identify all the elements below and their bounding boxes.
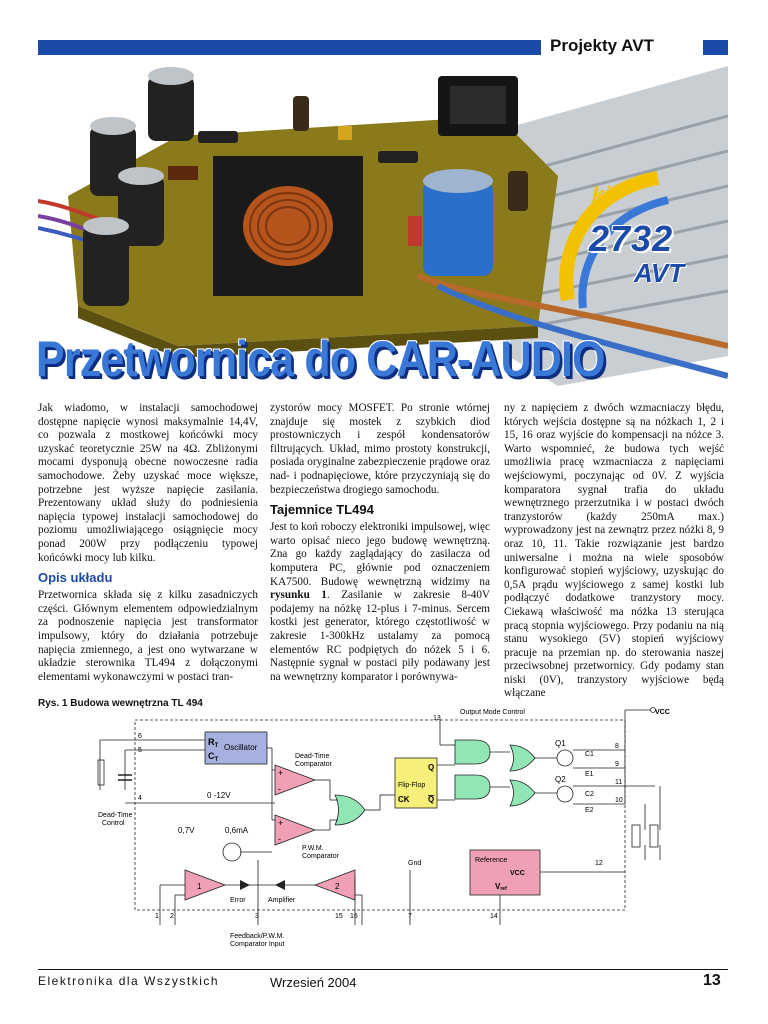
qbar-label: Q [428,795,435,804]
column-3 [504,402,724,701]
vcc-ref-label: VCC [510,870,525,877]
pin-16: 16 [350,913,358,920]
error-amp-1 [185,870,225,900]
figure-caption: Rys. 1 Budowa wewnętrzna TL 494 [38,698,203,709]
v07-label: 0,7V [178,826,195,835]
q-label: Q [428,763,435,772]
deadtime-ctrl-label-2: Control [102,820,125,827]
column-1 [38,402,258,684]
column-2 [270,402,490,684]
amp1-label: 1 [197,882,202,891]
pin-3: 3 [255,913,259,920]
pwm-minus: - [278,834,281,844]
oscillator-label: Oscillator [224,743,258,752]
load-resistor-2 [650,825,658,847]
deadtime-ctrl-label: Dead-Time [98,812,133,819]
pin-9: 9 [615,761,619,768]
nor-gate-1 [510,745,535,771]
transistor-q2 [557,786,573,802]
pin-2: 2 [170,913,174,920]
pin-1: 1 [155,913,159,920]
and-gate-2 [455,775,490,799]
rocker-switch [438,76,518,136]
vcc-top-label: VCC [655,709,670,716]
error-label: Error [230,897,246,904]
col2-paragraph-1: zystorów mocy MOSFET. Po stronie wtórnej znajduje się mostek z szybkich diod prostowniczych i zespół kondensatorów filtrujących. Układ, mimo prostoty konstrukcji, posiada oryginalne zabezpieczenie prądowe oraz nad- i podnapięciowe, które przyczyniają się do bezpieczeństwa drogiego samochodu. [270,402,490,496]
vcc-terminal [651,708,656,713]
or-gate [335,795,365,825]
page-number: 13 [703,972,721,989]
pin-11: 11 [615,779,623,786]
pin-12: 12 [595,860,603,867]
feedback-label: Feedback/P.W.M. [230,933,285,940]
article-title: Przetwornica do CAR-AUDIO [36,331,605,387]
section-title: Projekty AVT [550,36,654,55]
footer-rule [38,969,728,970]
footer-date: Wrzesień 2004 [270,975,357,990]
dt-minus: - [278,784,281,794]
deadtime-comp-label-2: Comparator [295,761,332,768]
feedback-label-2: Comparator Input [230,941,285,948]
e1-label: E1 [585,771,594,778]
pin-13: 13 [433,715,441,722]
pin-14: 14 [490,913,498,920]
load-resistor-1 [632,825,640,847]
col2-p2-start: Jest to koń roboczy elektroniki impulsowej, więc warto opisać nieco jego budowę wewnętrzną. Zna go każdy zaglądający do zasilacza od komputera PC, głównie pod oznaczeniem KA7500. Budowę wewnętrzną widzimy na [270,521,490,588]
nor-gate-2 [510,780,535,806]
gnd-label: Gnd [408,860,422,867]
pin-7: 7 [408,913,412,920]
reference-label: Reference [475,857,508,864]
opis-paragraph: Przetwornica składa się z kilku zasadniczych części. Głównym elementem odpowiedzialnym za podnoszenie napięcia jest transformator impulsowy, który do działania potrzebuje napięcia zmiennego, a jest ono wytwarzane w układzie sterownika TL494 z dołączonymi elementami wykonawczymi w postaci tran- [38,589,258,683]
ct-label: $C_T$ [208,751,219,763]
pin-6: 6 [138,733,142,740]
kit-label: kit [592,182,618,207]
heading-opis-ukladu: Opis układu [38,570,113,586]
transformer [213,156,363,296]
col3-paragraph: ny z napięciem z dwóch wzmacniaczy błędu, których wejścia dostępne są na nóżkach 1, 2 i 15, 16 oraz wyjście do kompensacji na nóżce 3. Warto wspomnieć, że budowa tych wejść umożliwia pracę wzmacniacza z napięciami wejściowymi, poczynając od 0V. Z wyjścia komparatora sygnał trafia do układu wewnętrznego przerzutnika i w postaci dwóch tranzystorów (każdy 250mA max.) wyprowadzony jest na zewnątrz przez nóżki 8, 9 oraz 10, 11. Takie rozwiązanie jest bardzo uniwersalne i można na wiele sposobów konfigurować stopień wyjściowy, uzyskując do 0,5A prądu wyjściowego z samej kostki lub podłączyć dodatkowe tranzystory mocy. Ciekawą właściwość ma nóżka 13 sterująca pracą stopnia wyjściowego. Przy podaniu na nią stanu wysokiego (5V) stopień wyjściowy pracuje na przemian np. do sterowania naszej przeciwsobnej przetwornicy. Gdy podamy stan niski (0V), tranzystory wyjściowe będą włączane [504,402,724,700]
heading-tajemnice: Tajemnice TL494 [270,502,374,518]
pin-15: 15 [335,913,343,920]
col2-paragraph-2 [270,521,490,684]
and-gate-1 [455,740,490,764]
deadtime-comp-label: Dead-Time [295,753,330,760]
amplifier-label: Amplifier [268,897,296,904]
output-mode-label: Output Mode Control [460,709,525,716]
tl494-block-diagram [90,700,690,950]
header-bar-right [703,40,728,55]
figure-reference: rysunku 1 [270,589,327,602]
intro-paragraph: Jak wiadomo, w instalacji samochodowej dostępne napięcie wynosi maksymalnie 14,4V, co pozwala z mostkowej końcówki mocy uzyskać teoretycznie 25W na 4Ω. Zbliżonymi mocami dysponują obecne nowoczesne radia samochodowe. Żeby uzyskać moce większe, potrzebne jest wyższe napięcie zasilania. Prezentowany układ służy do podniesienia napięcia typowej instalacji samochodowej do poziomu umożliwiającego osiągnięcie mocy ponad 200W przy podłączeniu typowej końcówki mocy lub kilku. [38,402,258,564]
pwm-label: P.W.M. [302,845,324,852]
e2-label: E2 [585,807,594,814]
timing-resistor [98,760,104,785]
transistor-q1 [557,750,573,766]
v012-label: 0 -12V [207,791,231,800]
c2-label: C2 [585,791,594,798]
i06-label: 0,6mA [225,826,249,835]
pin-10: 10 [615,797,623,804]
pwm-label-2: Comparator [302,853,339,860]
pin-4: 4 [138,795,142,802]
c1-label: C1 [585,751,594,758]
diagram-wiring [100,710,660,925]
current-source-symbol [223,843,241,861]
col2-p2-end: . Zasilanie w zakresie 8-40V podajemy na nóżkę 12-plus i 7-minus. Sercem kostki jest generator, którego częstotliwość w zakresie 1-300kHz ustalamy za pomocą elementów RC podpiętych do nóżek 5 i 6. Następnie sygnał w postaci piły podawany jest na wewnętrzny komparator i porównywa- [270,589,491,683]
vref-label: Vref [495,882,507,892]
footer-magazine: Elektronika dla Wszystkich [38,974,220,988]
pwm-plus: + [278,818,284,828]
blue-capacitor [423,169,493,276]
ck-label: CK [398,795,410,804]
rt-label: $R_T$ [208,737,219,749]
amp2-label: 2 [335,882,340,891]
q2-label: Q2 [555,775,566,784]
header-bar [38,40,541,55]
pin-5: 5 [138,747,142,754]
pin-8: 8 [615,743,619,750]
kit-number: 2732 [589,218,674,259]
flipflop-label: Flip-Flop [398,782,426,789]
dt-plus: + [278,768,284,778]
q1-label: Q1 [555,739,566,748]
kit-brand: AVT [634,258,685,288]
